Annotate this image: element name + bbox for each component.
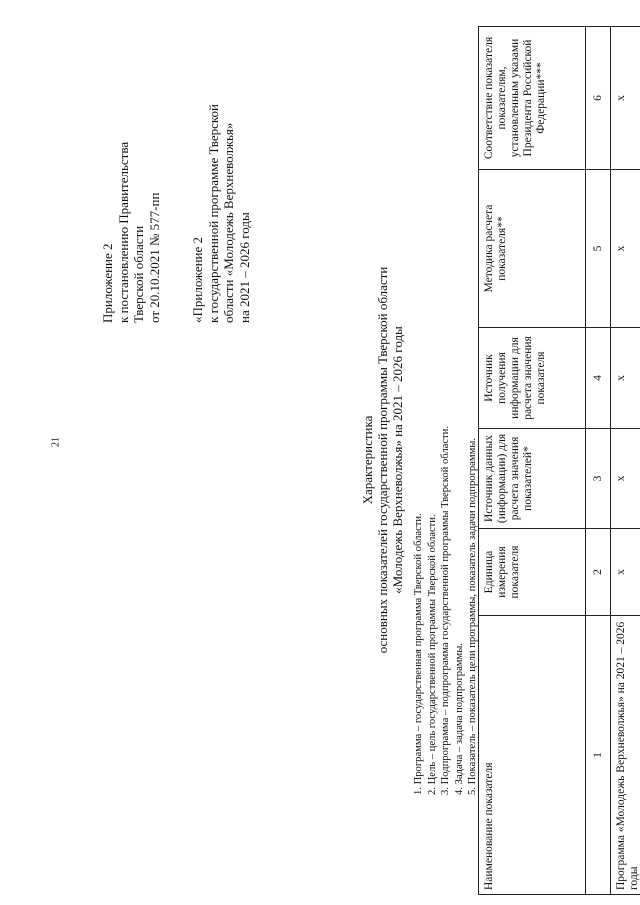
approval-line: Приложение 2: [100, 243, 115, 323]
table-cell: x: [611, 27, 640, 170]
title-line-1: Характеристика: [360, 415, 375, 505]
table-row: [611, 27, 640, 895]
table-cell: Программа «Молодежь Верхневолжья» на 2021 – 2026 годы: [611, 616, 640, 895]
title-line-3: «Молодежь Верхневолжья» на 2021 – 2026 годы: [390, 326, 405, 594]
table-cell: x: [611, 429, 640, 529]
approval-line: к постановлению Правительства: [115, 141, 131, 323]
definition-item: 3. Подпрограмма – подпрограмма государственной программы Тверской области.: [440, 425, 451, 795]
header-cell: Источник данных (информации) для расчета значения показателей*: [479, 429, 586, 529]
title-line-2: основных показателей государственной программы Тверской области: [375, 266, 390, 654]
approval-block: [100, 142, 162, 323]
number-cell: 1: [586, 616, 611, 895]
appendix-line: на 2021 – 2026 годы: [236, 212, 252, 323]
definition-item: 4. Задача – задача подпрограммы.: [453, 643, 465, 795]
definition-item: 1. Программа – государственная программа Тверской области.: [413, 513, 424, 795]
number-cell: 5: [586, 170, 611, 328]
rotated-page-content: [20, 25, 640, 895]
definitions-list: [412, 426, 480, 795]
appendix-block: [190, 104, 252, 323]
header-cell: Единица измерения показателя: [479, 529, 586, 616]
table-header-row: [479, 27, 586, 895]
definition-item: 2. Цель – цель государственной программы Тверской области.: [426, 514, 438, 795]
header-cell: Соответствие показателя показателям, установленным указами Президента Российской Федерации***: [479, 27, 586, 170]
number-cell: 2: [586, 529, 611, 616]
definition-item: 5. Показатель – показатель цели программы, показатель задачи подпрограммы.: [467, 437, 478, 795]
header-cell: Наименование показателя: [479, 616, 586, 895]
header-cell: Методика расчета показателя**: [479, 170, 586, 328]
number-cell: 3: [586, 429, 611, 529]
table-cell: x: [611, 170, 640, 328]
table-cell: x: [611, 529, 640, 616]
page-number: 21: [50, 437, 62, 447]
table-cell: x: [611, 328, 640, 429]
appendix-line: «Приложение 2: [190, 236, 205, 323]
document-title: [360, 25, 405, 895]
number-cell: 4: [586, 328, 611, 429]
approval-line: Тверской области: [131, 225, 146, 323]
appendix-line: к государственной программе Тверской: [205, 103, 221, 323]
header-cell: Источник получения информации для расчета значения показателя: [479, 328, 586, 429]
number-cell: 6: [586, 27, 611, 170]
appendix-line: области «Молодежь Верхневолжья»: [221, 122, 236, 323]
indicators-table: [478, 26, 640, 895]
approval-line: от 20.10.2021 № 577-пп: [146, 192, 162, 323]
table-number-row: [586, 27, 611, 895]
